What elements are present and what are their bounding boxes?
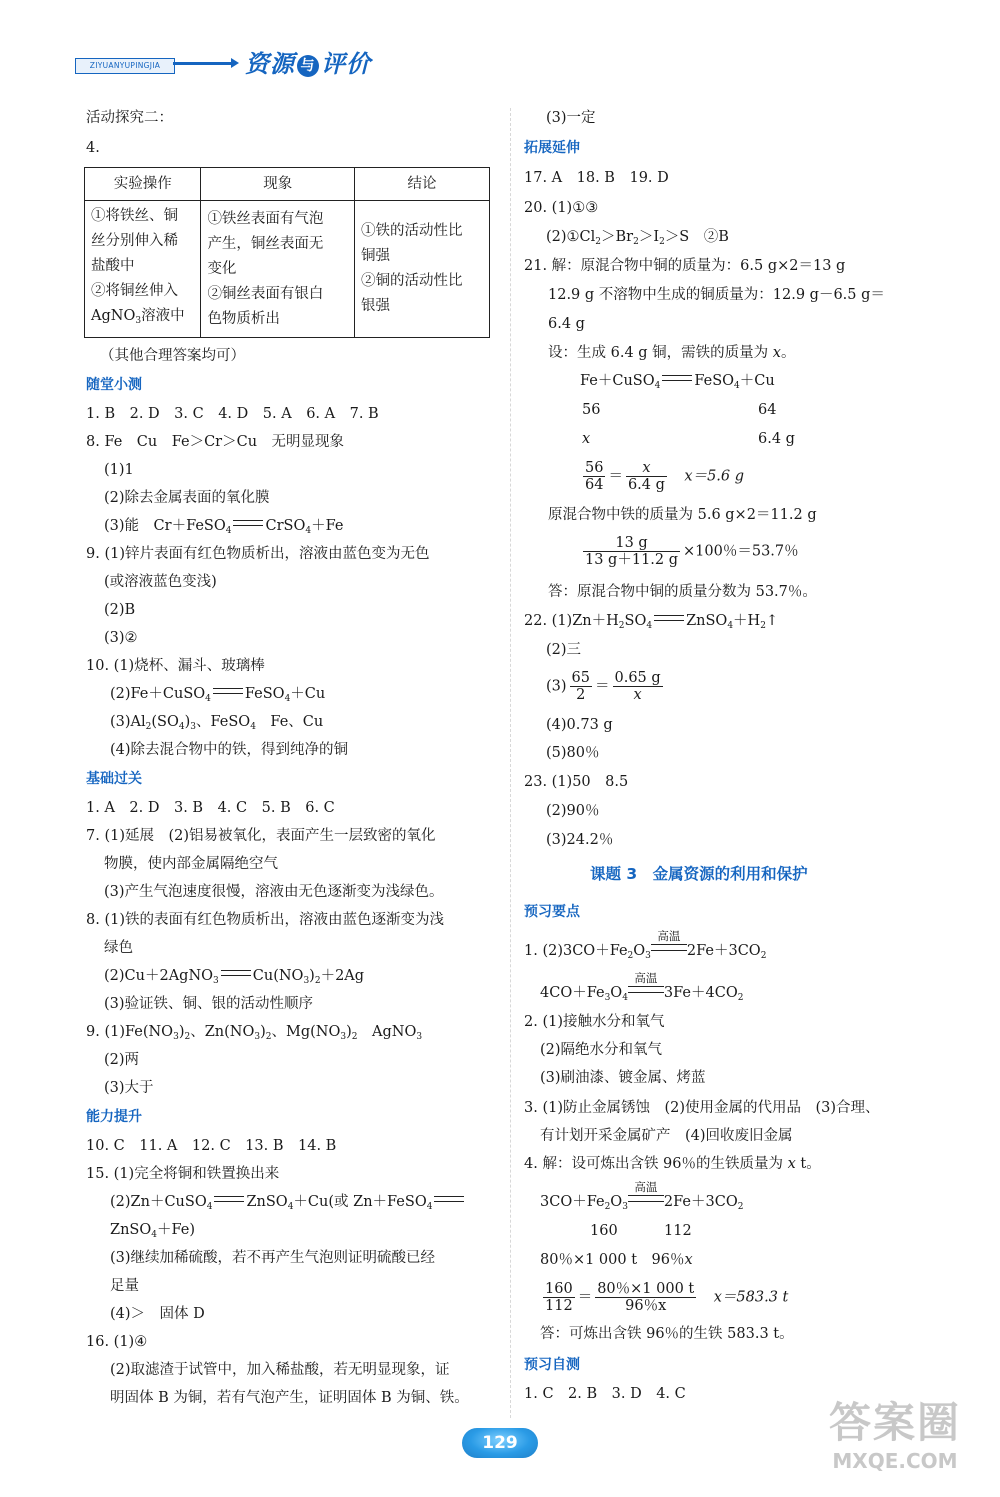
section-heading: 能力提升	[86, 1109, 142, 1125]
text-line: (4)除去混合物中的铁，得到纯净的铜	[110, 742, 349, 758]
text-line: 8. Fe Cu Fe＞Cr＞Cu 无明显现象	[86, 434, 345, 450]
table-row	[85, 201, 490, 338]
equation-line: 1. $(2)3CO+Fe_2O_3$ 高温 $2Fe+3CO_2$	[524, 929, 767, 961]
text-line: 23. (1)50 8.5	[524, 774, 629, 790]
question-number: 4.	[86, 140, 100, 156]
lesson-title: 课题 3 金属资源的利用和保护	[590, 865, 808, 883]
equation-line: $4CO+Fe_3O_4$ 高温 $3Fe+4CO_2$	[540, 971, 744, 1003]
text-line: 活动探究二：	[86, 110, 173, 126]
text-line: (2)隔绝水分和氧气	[540, 1042, 663, 1058]
fraction-equation: $\frac{56}{64}$ ＝ $\frac{x}{6.4 g}$ x＝5.6 g	[585, 460, 745, 493]
text-line: 6.4 g	[758, 431, 795, 447]
text-line: (5)80％	[546, 745, 600, 761]
text-line: 2. (1)接触水分和氧气	[524, 1014, 665, 1030]
table-cell-phenomenon: ①铁丝表面有气泡 产生，铜丝表面无 变化 ②铜丝表面有银白 色物质析出	[201, 201, 355, 338]
experiment-table	[84, 167, 490, 338]
equation-line: Fe＋CuSO$_4$ FeSO$_4$＋Cu	[580, 373, 775, 391]
text-line: 9. $(1)Fe(NO_3)_2$、$Zn(NO_3)_2$、$Mg(NO_3)_2$ AgNO$_3$	[86, 1024, 423, 1042]
section-heading: 预习自测	[524, 1357, 580, 1373]
text-line: 10. C 11. A 12. C 13. B 14. B	[86, 1138, 337, 1154]
text-line: (2)B	[104, 602, 136, 618]
text-line: 112	[664, 1223, 692, 1239]
text-line: 4. 解：设可炼出含铁 96％的生铁质量为 x t。	[524, 1156, 821, 1172]
text-line: (4)＞ 固体 D	[110, 1306, 205, 1322]
table-cell-conclusion: ①铁的活动性比 铜强 ②铜的活动性比 银强	[354, 201, 489, 338]
text-line: (3)验证铁、铜、银的活动性顺序	[104, 996, 314, 1012]
text-line: 17. A 18. B 19. D	[524, 170, 669, 186]
text-line: (3)②	[104, 630, 138, 646]
header-title: 资源 与 评价	[245, 50, 371, 78]
text-line: (3)大于	[104, 1080, 154, 1096]
watermark-logo: 答案圈 MXQE.COM	[828, 1398, 961, 1473]
text-line: (3)刷油漆、镀金属、烤蓝	[540, 1070, 706, 1086]
equation-line: (3)能 Cr＋FeSO$_4$ CrSO$_4$＋Fe	[104, 518, 344, 536]
header-pinyin: ZIYUANYUPINGJIA	[75, 58, 175, 74]
text-line: (4)0.73 g	[546, 717, 613, 733]
equation-line: (2)Fe＋CuSO$_4$ FeSO$_4$＋Cu	[110, 686, 326, 704]
section-heading: 预习要点	[524, 904, 580, 920]
text-line: (3)产生气泡速度很慢，溶液由无色逐渐变为浅绿色。	[104, 884, 444, 900]
text-line: 15. (1)完全将铜和铁置换出来	[86, 1166, 280, 1182]
text-line: 10. (1)烧杯、漏斗、玻璃棒	[86, 658, 265, 674]
text-line: 6.4 g	[548, 316, 585, 332]
text-line: (3)继续加稀硫酸，若不再产生气泡则证明硫酸已经	[110, 1250, 436, 1266]
text-line: 1. C 2. B 3. D 4. C	[524, 1386, 686, 1402]
text-line: 20. (1)①③	[524, 200, 599, 216]
text-line: ZnSO$_4$＋Fe)	[110, 1222, 195, 1240]
text-line: 答：原混合物中铜的质量分数为 53.7％。	[548, 584, 817, 600]
text-line: 64	[758, 402, 777, 418]
column-divider	[510, 108, 511, 1418]
table-cell-operation: ①将铁丝、铜 丝分别伸入稀 盐酸中 ②将铜丝伸入 AgNO$_3$溶液中	[85, 201, 201, 338]
text-line: 56	[582, 402, 601, 418]
section-heading: 基础过关	[86, 771, 142, 787]
text-line: 绿色	[104, 940, 133, 956]
text-line: 足量	[110, 1278, 139, 1294]
text-line: 有计划开采金属矿产 (4)回收废旧金属	[540, 1128, 793, 1144]
text-line: 12.9 g 不溶物中生成的铜质量为：12.9 g－6.5 g＝	[548, 287, 885, 303]
text-line: (2)除去金属表面的氧化膜	[104, 490, 270, 506]
table-header-cell: 现象	[201, 168, 355, 201]
text-line: 1. B 2. D 3. C 4. D 5. A 6. A 7. B	[86, 406, 379, 422]
text-line: (2)取滤渣于试管中，加入稀盐酸，若无明显现象，证	[110, 1362, 450, 1378]
text-line: 答：可炼出含铁 96％的生铁 583.3 t。	[540, 1326, 794, 1342]
text-line: $(3)Al_2(SO_4)_3$、FeSO$_4$ Fe、Cu	[110, 714, 324, 732]
text-line: 9. (1)锌片表面有红色物质析出，溶液由蓝色变为无色	[86, 546, 430, 562]
text-line: 设：生成 6.4 g 铜，需铁的质量为 x。	[548, 345, 796, 361]
text-line: x	[582, 431, 591, 447]
fraction-equation: $\frac{160}{112}$ ＝ $\frac{80\%\times 1 000 t}{96\%x}$ x＝583.3 t	[545, 1281, 789, 1314]
text-line: 21. 解：原混合物中铜的质量为：6.5 g×2＝13 g	[524, 258, 846, 274]
text-line: (或溶液蓝色变浅)	[104, 574, 217, 590]
text-line: 80％×1 000 t 96％x	[540, 1252, 693, 1268]
text-line: 明固体 B 为铜，若有气泡产生，证明固体 B 为铜、铁。	[110, 1390, 469, 1406]
table-header-row	[85, 168, 490, 201]
equation-line: (2)Zn＋CuSO$_4$ ZnSO$_4$＋Cu(或 Zn＋FeSO$_4$	[110, 1192, 466, 1217]
table-header-cell: 结论	[354, 168, 489, 201]
text-line: 160	[590, 1223, 618, 1239]
fraction-equation: (3) $\frac{65}{2}$ ＝ $\frac{0.65 g}{x}$	[546, 670, 661, 703]
text-line: (1)1	[104, 462, 134, 478]
text-line: 3. (1)防止金属锈蚀 (2)使用金属的代用品 (3)合理、	[524, 1100, 880, 1116]
text-line: $(2)①Cl_2>Br_2>I_2>S$ ②B	[546, 229, 729, 247]
equation-line: 22. $(1)Zn+H_2SO_4$ $ZnSO_4+H_2↑$	[524, 613, 779, 631]
fraction-equation: $\frac{13 g}{13 g+11.2 g}$ ×100％＝53.7％	[585, 535, 799, 568]
section-heading: 拓展延伸	[524, 140, 580, 156]
text-line: 16. (1)④	[86, 1334, 148, 1350]
text-line: (3)一定	[546, 110, 596, 126]
text-line: 8. (1)铁的表面有红色物质析出，溶液由蓝色逐渐变为浅	[86, 912, 444, 928]
equation-line: (2)Cu＋2AgNO$_3$ $Cu(NO_3)_2+2Ag$	[104, 968, 365, 986]
table-header-cell: 实验操作	[85, 168, 201, 201]
text-line: (3)24.2％	[546, 832, 614, 848]
header-logo	[75, 42, 371, 78]
arrow-icon	[173, 62, 233, 65]
page-number: 129	[462, 1428, 538, 1458]
text-line: (2)三	[546, 642, 582, 658]
text-line: (2)两	[104, 1052, 140, 1068]
text-line: (2)90％	[546, 803, 600, 819]
text-line: 原混合物中铁的质量为 5.6 g×2＝11.2 g	[548, 507, 817, 523]
text-line: 1. A 2. D 3. B 4. C 5. B 6. C	[86, 800, 335, 816]
equation-line: $3CO+Fe_2O_3$ 高温 $2Fe+3CO_2$	[540, 1180, 744, 1212]
section-heading: 随堂小测	[86, 377, 142, 393]
text-line: 7. (1)延展 (2)铝易被氧化，表面产生一层致密的氧化	[86, 828, 436, 844]
text-line: 物膜，使内部金属隔绝空气	[104, 856, 278, 872]
text-line: （其他合理答案均可）	[100, 348, 245, 364]
